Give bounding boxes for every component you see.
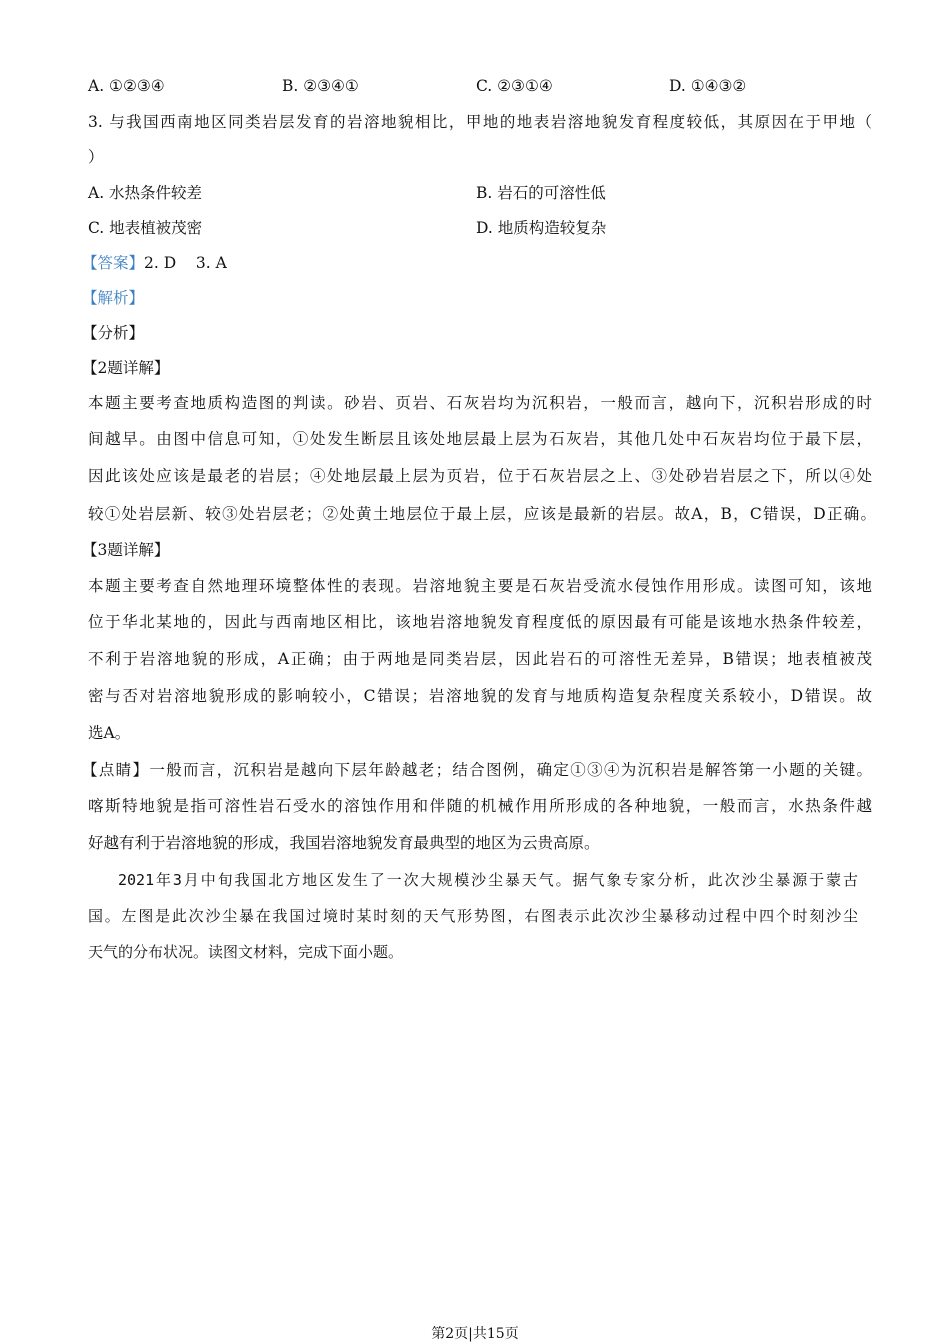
option-c: C. 地表植被茂密 bbox=[88, 219, 203, 237]
dianjing-text: 一般而言，沉积岩是越向下层年龄越老；结合图例，确定①③④为沉积岩是解答第一小题的关键。 bbox=[149, 761, 872, 779]
option-c: C. ②③①④ bbox=[476, 77, 553, 95]
answer-line bbox=[82, 253, 227, 273]
paragraph-line: 因此该处应该是最老的岩层；④处地层最上层为页岩，位于石灰岩层之上、③处砂岩岩层之下，所以④处 bbox=[88, 467, 872, 485]
option-a: A. 水热条件较差 bbox=[88, 184, 203, 202]
paragraph-line: 本题主要考查地质构造图的判读。砂岩、页岩、石灰岩均为沉积岩，一般而言，越向下，沉积岩形成的时 bbox=[88, 394, 872, 412]
paragraph-line: 位于华北某地的，因此与西南地区相比，该地岩溶地貌发育程度低的原因最有可能是该地水热条件较差， bbox=[88, 613, 872, 631]
section-heading: 【3题详解】 bbox=[82, 541, 170, 559]
answer-text: 2. D 3. A bbox=[144, 254, 227, 272]
paragraph-line: 喀斯特地貌是指可溶性岩石受水的溶蚀作用和伴随的机械作用所形成的各种地貌，一般而言，水热条件越 bbox=[88, 797, 872, 815]
page-footer: 第2页|共15页 bbox=[431, 1326, 519, 1342]
question-stem-cont: ） bbox=[88, 148, 104, 166]
paragraph-line: 国。左图是此次沙尘暴在我国过境时某时刻的天气形势图，右图表示此次沙尘暴移动过程中四个时刻沙尘 bbox=[88, 907, 858, 925]
paragraph-line: 天气的分布状况。读图文材料，完成下面小题。 bbox=[88, 943, 404, 961]
fenxi-label: 【分析】 bbox=[82, 324, 145, 342]
paragraph-line bbox=[82, 760, 872, 780]
section-heading: 【2题详解】 bbox=[82, 359, 170, 377]
paragraph-line: 密与否对岩溶地貌形成的影响较小，C错误；岩溶地貌的发育与地质构造复杂程度关系较小，D错误。故 bbox=[88, 687, 872, 705]
option-a: A. ①②③④ bbox=[88, 77, 165, 95]
answer-label: 【答案】 bbox=[82, 254, 145, 272]
paragraph-line: 不利于岩溶地貌的形成，A正确；由于两地是同类岩层，因此岩石的可溶性无差异，B错误；地表植被茂 bbox=[88, 650, 872, 668]
paragraph-line: 本题主要考查自然地理环境整体性的表现。岩溶地貌主要是石灰岩受流水侵蚀作用形成。读图可知，该地 bbox=[88, 577, 872, 595]
paragraph-line: 较①处岩层新、较③处岩层老；②处黄土地层位于最上层，应该是最新的岩层。故A，B，C错误，D正确。 bbox=[88, 505, 876, 523]
paragraph-line: 2021年3月中旬我国北方地区发生了一次大规模沙尘暴天气。据气象专家分析，此次沙尘暴源于蒙古 bbox=[118, 871, 858, 889]
paragraph-line: 好越有利于岩溶地貌的形成，我国岩溶地貌发育最典型的地区为云贵高原。 bbox=[88, 834, 600, 852]
paragraph-line: 间越早。由图中信息可知，①处发生断层且该处地层最上层为石灰岩，其他几处中石灰岩均位于最下层， bbox=[88, 430, 872, 448]
question-stem: 3. 与我国西南地区同类岩层发育的岩溶地貌相比，甲地的地表岩溶地貌发育程度较低，其原因在于甲地（ bbox=[88, 113, 872, 131]
option-d: D. 地质构造较复杂 bbox=[476, 219, 607, 237]
option-d: D. ①④③② bbox=[669, 77, 747, 95]
option-b: B. 岩石的可溶性低 bbox=[476, 184, 606, 202]
option-b: B. ②③④① bbox=[282, 77, 359, 95]
analysis-label: 【解析】 bbox=[82, 289, 145, 307]
paragraph-line: 选A。 bbox=[88, 724, 131, 742]
dianjing-label: 【点睛】 bbox=[82, 761, 150, 779]
